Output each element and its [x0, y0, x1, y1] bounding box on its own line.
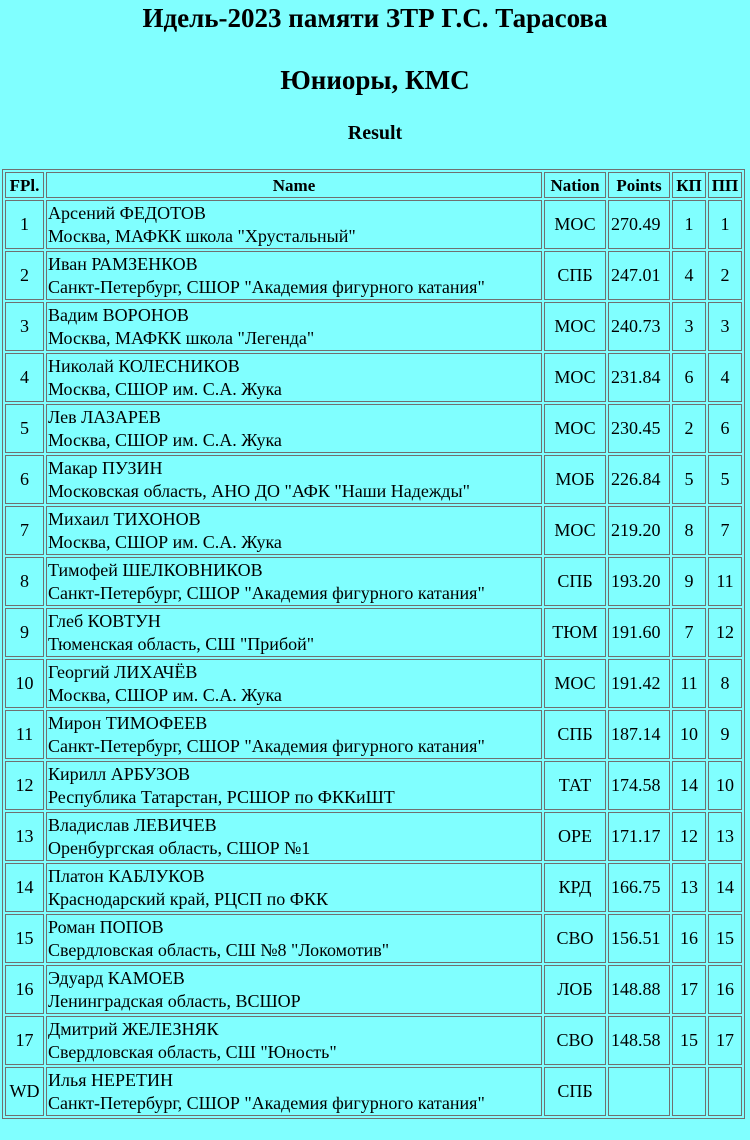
skater-cell [46, 1016, 542, 1065]
skater-name: Илья НЕРЕТИН [48, 1069, 173, 1090]
points-cell: 247.01 [608, 251, 670, 300]
table-row [5, 251, 742, 300]
skater-name: Макар ПУЗИН [48, 457, 163, 478]
skater-name: Николай КОЛЕСНИКОВ [48, 355, 240, 376]
place-cell: 15 [5, 914, 44, 963]
place-cell: 11 [5, 710, 44, 759]
place-cell: 4 [5, 353, 44, 402]
pp-cell: 5 [708, 455, 742, 504]
table-row [5, 761, 742, 810]
skater-club: Краснодарский край, РЦСП по ФКК [48, 888, 328, 909]
pp-cell: 10 [708, 761, 742, 810]
skater-club: Москва, СШОР им. С.А. Жука [48, 684, 282, 705]
table-row [5, 659, 742, 708]
skater-club: Москва, СШОР им. С.А. Жука [48, 531, 282, 552]
skater-club: Москва, МАФКК школа "Хрустальный" [48, 225, 356, 246]
table-row [5, 302, 742, 351]
kp-cell: 17 [672, 965, 706, 1014]
kp-cell: 15 [672, 1016, 706, 1065]
skater-cell [46, 200, 542, 249]
skater-club: Санкт-Петербург, СШОР "Академия фигурного катания" [48, 276, 485, 297]
table-row [5, 557, 742, 606]
nation-cell: МОС [544, 404, 606, 453]
skater-club: Оренбургская область, СШОР №1 [48, 837, 311, 858]
nation-cell: ЛОБ [544, 965, 606, 1014]
place-cell: 1 [5, 200, 44, 249]
nation-cell: МОС [544, 506, 606, 555]
pp-cell: 6 [708, 404, 742, 453]
place-cell: 13 [5, 812, 44, 861]
skater-name: Владислав ЛЕВИЧЕВ [48, 814, 217, 835]
skater-club: Московская область, АНО ДО "АФК "Наши Надежды" [48, 480, 470, 501]
skater-cell [46, 608, 542, 657]
skater-club: Санкт-Петербург, СШОР "Академия фигурного катания" [48, 735, 485, 756]
kp-cell: 6 [672, 353, 706, 402]
kp-cell: 14 [672, 761, 706, 810]
points-cell: 231.84 [608, 353, 670, 402]
skater-name: Тимофей ШЕЛКОВНИКОВ [48, 559, 263, 580]
skater-name: Арсений ФЕДОТОВ [48, 202, 206, 223]
table-row [5, 710, 742, 759]
col-header-kp: КП [672, 172, 706, 198]
skater-name: Платон КАБЛУКОВ [48, 865, 205, 886]
place-cell: 9 [5, 608, 44, 657]
nation-cell: СВО [544, 914, 606, 963]
table-row [5, 1016, 742, 1065]
kp-cell [672, 1067, 706, 1116]
pp-cell: 1 [708, 200, 742, 249]
skater-name: Эдуард КАМОЕВ [48, 967, 185, 988]
col-header-points: Points [608, 172, 670, 198]
nation-cell: ТЮМ [544, 608, 606, 657]
skater-cell [46, 812, 542, 861]
page-title: Идель-2023 памяти ЗТР Г.С. Тарасова [142, 3, 608, 33]
skater-cell [46, 404, 542, 453]
points-cell: 156.51 [608, 914, 670, 963]
col-header-nation: Nation [544, 172, 606, 198]
pp-cell: 7 [708, 506, 742, 555]
pp-cell: 12 [708, 608, 742, 657]
skater-cell [46, 863, 542, 912]
place-cell: 6 [5, 455, 44, 504]
pp-cell: 16 [708, 965, 742, 1014]
nation-cell: СПБ [544, 557, 606, 606]
points-cell: 219.20 [608, 506, 670, 555]
category-title: Юниоры, КМС [280, 65, 470, 95]
table-row [5, 404, 742, 453]
place-cell: 14 [5, 863, 44, 912]
nation-cell: КРД [544, 863, 606, 912]
kp-cell: 9 [672, 557, 706, 606]
pp-cell: 14 [708, 863, 742, 912]
pp-cell: 17 [708, 1016, 742, 1065]
points-cell: 148.88 [608, 965, 670, 1014]
skater-cell [46, 761, 542, 810]
skater-cell [46, 659, 542, 708]
table-row [5, 200, 742, 249]
skater-club: Ленинградская область, ВСШОР [48, 990, 301, 1011]
place-cell: 7 [5, 506, 44, 555]
place-cell: 16 [5, 965, 44, 1014]
kp-cell: 3 [672, 302, 706, 351]
points-cell: 270.49 [608, 200, 670, 249]
nation-cell: МОС [544, 353, 606, 402]
skater-cell [46, 1067, 542, 1116]
place-cell: 5 [5, 404, 44, 453]
results-table [2, 169, 745, 1119]
kp-cell: 5 [672, 455, 706, 504]
nation-cell: СВО [544, 1016, 606, 1065]
skater-name: Глеб КОВТУН [48, 610, 161, 631]
skater-name: Лев ЛАЗАРЕВ [48, 406, 161, 427]
table-row [5, 965, 742, 1014]
skater-club: Республика Татарстан, РСШОР по ФККиШТ [48, 786, 395, 807]
points-cell: 226.84 [608, 455, 670, 504]
nation-cell: СПБ [544, 251, 606, 300]
skater-club: Тюменская область, СШ "Прибой" [48, 633, 315, 654]
nation-cell: МОБ [544, 455, 606, 504]
place-cell: 17 [5, 1016, 44, 1065]
skater-name: Дмитрий ЖЕЛЕЗНЯК [48, 1018, 219, 1039]
points-cell: 171.17 [608, 812, 670, 861]
place-cell: WD [5, 1067, 44, 1116]
pp-cell: 15 [708, 914, 742, 963]
nation-cell: ОРЕ [544, 812, 606, 861]
points-cell: 174.58 [608, 761, 670, 810]
kp-cell: 1 [672, 200, 706, 249]
place-cell: 2 [5, 251, 44, 300]
skater-club: Москва, МАФКК школа "Легенда" [48, 327, 315, 348]
skater-cell [46, 251, 542, 300]
points-cell: 166.75 [608, 863, 670, 912]
table-row [5, 455, 742, 504]
points-cell: 148.58 [608, 1016, 670, 1065]
kp-cell: 12 [672, 812, 706, 861]
table-row [5, 353, 742, 402]
kp-cell: 16 [672, 914, 706, 963]
skater-club: Москва, СШОР им. С.А. Жука [48, 429, 282, 450]
col-header-fpl: FPl. [5, 172, 44, 198]
nation-cell: СПБ [544, 710, 606, 759]
skater-name: Роман ПОПОВ [48, 916, 164, 937]
skater-name: Кирилл АРБУЗОВ [48, 763, 190, 784]
skater-cell [46, 710, 542, 759]
table-row [5, 1067, 742, 1116]
skater-cell [46, 353, 542, 402]
kp-cell: 10 [672, 710, 706, 759]
skater-name: Георгий ЛИХАЧЁВ [48, 661, 198, 682]
points-cell: 187.14 [608, 710, 670, 759]
pp-cell: 8 [708, 659, 742, 708]
skater-name: Иван РАМЗЕНКОВ [48, 253, 198, 274]
points-cell: 230.45 [608, 404, 670, 453]
skater-club: Санкт-Петербург, СШОР "Академия фигурного катания" [48, 582, 485, 603]
skater-name: Мирон ТИМОФЕЕВ [48, 712, 208, 733]
table-row [5, 863, 742, 912]
section-title: Result [347, 122, 403, 144]
pp-cell: 9 [708, 710, 742, 759]
points-cell: 191.60 [608, 608, 670, 657]
pp-cell: 2 [708, 251, 742, 300]
place-cell: 8 [5, 557, 44, 606]
kp-cell: 8 [672, 506, 706, 555]
skater-cell [46, 455, 542, 504]
kp-cell: 7 [672, 608, 706, 657]
table-row [5, 914, 742, 963]
skater-cell [46, 302, 542, 351]
kp-cell: 4 [672, 251, 706, 300]
table-row [5, 506, 742, 555]
nation-cell: МОС [544, 659, 606, 708]
table-row [5, 608, 742, 657]
skater-club: Москва, СШОР им. С.А. Жука [48, 378, 282, 399]
points-cell [608, 1067, 670, 1116]
skater-club: Санкт-Петербург, СШОР "Академия фигурного катания" [48, 1092, 485, 1113]
kp-cell: 11 [672, 659, 706, 708]
table-header-row [5, 172, 742, 198]
kp-cell: 13 [672, 863, 706, 912]
place-cell: 10 [5, 659, 44, 708]
skater-cell [46, 965, 542, 1014]
skater-name: Вадим ВОРОНОВ [48, 304, 189, 325]
col-header-pp: ПП [708, 172, 742, 198]
pp-cell: 13 [708, 812, 742, 861]
place-cell: 12 [5, 761, 44, 810]
points-cell: 240.73 [608, 302, 670, 351]
nation-cell: МОС [544, 200, 606, 249]
skater-name: Михаил ТИХОНОВ [48, 508, 201, 529]
kp-cell: 2 [672, 404, 706, 453]
skater-cell [46, 914, 542, 963]
results-body [5, 200, 742, 1116]
points-cell: 193.20 [608, 557, 670, 606]
pp-cell: 4 [708, 353, 742, 402]
pp-cell: 3 [708, 302, 742, 351]
skater-club: Свердловская область, СШ №8 "Локомотив" [48, 939, 390, 960]
skater-cell [46, 506, 542, 555]
nation-cell: ТАТ [544, 761, 606, 810]
nation-cell: МОС [544, 302, 606, 351]
col-header-name: Name [46, 172, 542, 198]
pp-cell [708, 1067, 742, 1116]
skater-cell [46, 557, 542, 606]
points-cell: 191.42 [608, 659, 670, 708]
table-row [5, 812, 742, 861]
pp-cell: 11 [708, 557, 742, 606]
place-cell: 3 [5, 302, 44, 351]
nation-cell: СПБ [544, 1067, 606, 1116]
skater-club: Свердловская область, СШ "Юность" [48, 1041, 337, 1062]
